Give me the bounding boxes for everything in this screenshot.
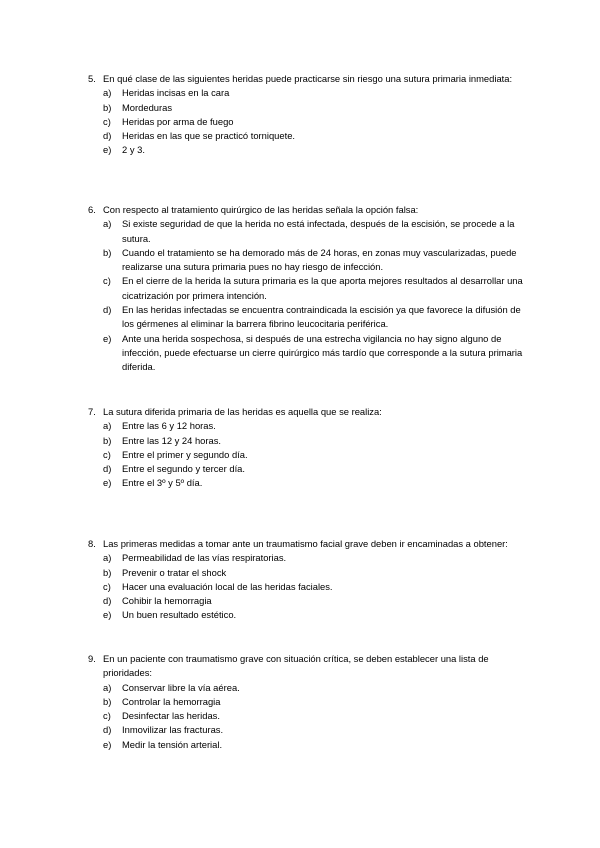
option-letter: d) xyxy=(103,595,112,607)
option-text: Ante una herida sospechosa, si después de una estrecha vigilancia no hay signo alguno de infección, puede efectuarse un cierre quirúrgico más tardío que corresponde a la sutura primaria diferida. xyxy=(122,332,523,373)
option-c xyxy=(103,115,528,129)
option-text: En las heridas infectadas se encuentra contraindicada la escisión ya que favorece la difusión de los gérmenes al eliminar la barrera fibrino leucocitaria periférica. xyxy=(122,304,521,330)
question-number: 9. xyxy=(88,653,96,664)
option-letter: b) xyxy=(103,566,112,578)
option-letter: d) xyxy=(103,724,112,736)
option-letter: c) xyxy=(103,710,111,722)
option-d xyxy=(103,462,528,476)
option-letter: e) xyxy=(103,738,112,750)
question-number: 6. xyxy=(88,204,96,215)
option-a xyxy=(103,681,528,695)
option-text: Entre el 3º y 5º día. xyxy=(122,477,203,489)
option-text: Cohibir la hemorragia xyxy=(122,595,212,607)
option-a xyxy=(103,551,528,565)
option-text: Controlar la hemorragia xyxy=(122,695,221,707)
option-text: Entre el segundo y tercer día. xyxy=(122,463,245,475)
option-c xyxy=(103,709,528,723)
option-letter: a) xyxy=(103,420,112,432)
option-letter: a) xyxy=(103,681,112,693)
option-letter: e) xyxy=(103,609,112,621)
question-8 xyxy=(88,537,528,623)
question-text: La sutura diferida primaria de las heridas es aquella que se realiza: xyxy=(103,406,382,417)
option-letter: b) xyxy=(103,434,112,446)
option-text: Un buen resultado estético. xyxy=(122,609,237,621)
question-text: Con respecto al tratamiento quirúrgico de las heridas señala la opción falsa: xyxy=(103,204,419,215)
question-stem xyxy=(88,72,528,86)
option-a xyxy=(103,419,528,433)
question-number: 8. xyxy=(88,538,96,549)
option-d xyxy=(103,129,528,143)
option-e xyxy=(103,332,528,375)
option-list xyxy=(88,86,528,157)
option-letter: b) xyxy=(103,101,112,113)
option-b xyxy=(103,434,528,448)
question-text: Las primeras medidas a tomar ante un traumatismo facial grave deben ir encaminadas a obtener: xyxy=(103,538,508,549)
question-number: 7. xyxy=(88,406,96,417)
option-a xyxy=(103,217,528,246)
option-e xyxy=(103,476,528,490)
option-text: Hacer una evaluación local de las heridas faciales. xyxy=(122,580,333,592)
option-letter: e) xyxy=(103,332,112,344)
option-e xyxy=(103,738,528,752)
question-stem xyxy=(88,405,528,419)
option-letter: d) xyxy=(103,463,112,475)
option-e xyxy=(103,608,528,622)
option-d xyxy=(103,303,528,332)
option-text: Prevenir o tratar el shock xyxy=(122,566,227,578)
question-number: 5. xyxy=(88,73,96,84)
option-letter: e) xyxy=(103,477,112,489)
option-c xyxy=(103,448,528,462)
question-6 xyxy=(88,203,528,375)
option-letter: c) xyxy=(103,275,111,287)
option-e xyxy=(103,143,528,157)
option-b xyxy=(103,695,528,709)
option-text: Si existe seguridad de que la herida no está infectada, después de la escisión, se procede a la sutura. xyxy=(122,218,515,244)
option-list xyxy=(88,681,528,752)
option-c xyxy=(103,274,528,303)
option-text: En el cierre de la herida la sutura primaria es la que aporta mejores resultados al desarrollar una cicatrización por primera intención. xyxy=(122,275,523,301)
option-list xyxy=(88,419,528,490)
option-letter: d) xyxy=(103,130,112,142)
option-letter: c) xyxy=(103,580,111,592)
option-letter: a) xyxy=(103,87,112,99)
option-c xyxy=(103,580,528,594)
option-text: Inmovilizar las fracturas. xyxy=(122,724,224,736)
option-letter: c) xyxy=(103,115,111,127)
option-text: Desinfectar las heridas. xyxy=(122,710,220,722)
question-stem xyxy=(88,203,528,217)
option-text: Cuando el tratamiento se ha demorado más de 24 horas, en zonas muy vascularizadas, puede realizarse una sutura primaria pues no hay riesgo de infección. xyxy=(122,246,517,273)
option-text: 2 y 3. xyxy=(122,144,145,156)
option-text: Entre las 6 y 12 horas. xyxy=(122,420,216,432)
option-letter: b) xyxy=(103,246,112,258)
question-7 xyxy=(88,405,528,491)
question-5 xyxy=(88,72,528,158)
option-text: Heridas en las que se practicó torniquete. xyxy=(122,130,296,142)
option-d xyxy=(103,594,528,608)
option-letter: a) xyxy=(103,552,112,564)
option-b xyxy=(103,566,528,580)
option-text: Permeabilidad de las vías respiratorias. xyxy=(122,552,287,564)
option-text: Mordeduras xyxy=(122,101,173,113)
question-stem xyxy=(88,652,528,681)
option-letter: e) xyxy=(103,144,112,156)
option-b xyxy=(103,101,528,115)
option-letter: a) xyxy=(103,218,112,230)
option-list xyxy=(88,217,528,374)
option-letter: b) xyxy=(103,695,112,707)
question-9 xyxy=(88,652,528,752)
option-a xyxy=(103,86,528,100)
option-letter: d) xyxy=(103,304,112,316)
option-d xyxy=(103,723,528,737)
option-text: Heridas incisas en la cara xyxy=(122,87,230,99)
question-stem xyxy=(88,537,528,551)
option-text: Entre el primer y segundo día. xyxy=(122,448,248,460)
option-letter: c) xyxy=(103,448,111,460)
option-b xyxy=(103,246,528,275)
question-text: En qué clase de las siguientes heridas puede practicarse sin riesgo una sutura primaria inmediata: xyxy=(103,73,513,84)
option-text: Conservar libre la vía aérea. xyxy=(122,681,240,693)
option-list xyxy=(88,551,528,622)
option-text: Entre las 12 y 24 horas. xyxy=(122,434,222,446)
option-text: Heridas por arma de fuego xyxy=(122,115,234,127)
option-text: Medir la tensión arterial. xyxy=(122,738,223,750)
question-text: En un paciente con traumatismo grave con situación crítica, se deben establecer una lista de prioridades: xyxy=(103,653,489,679)
